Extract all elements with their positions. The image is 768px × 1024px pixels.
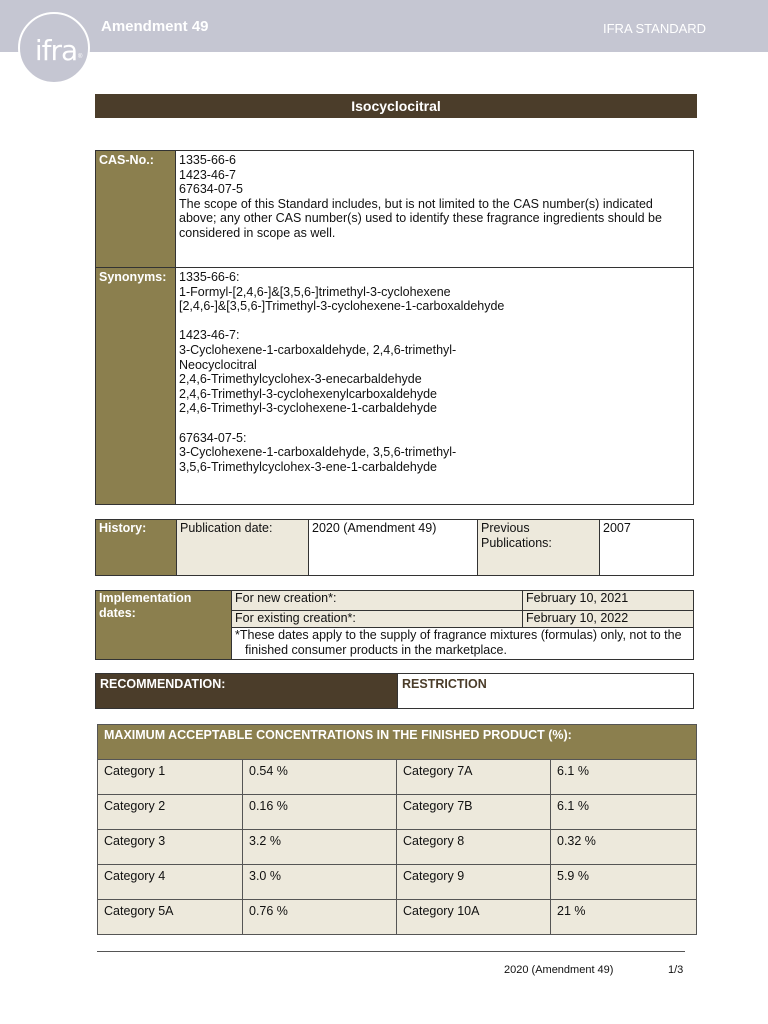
synonym-name: 2,4,6-Trimethylcyclohex-3-enecarbaldehyde <box>179 372 422 387</box>
table-row <box>98 760 697 795</box>
cas-number: 1423-46-7 <box>179 167 236 182</box>
category-cell: Category 9 <box>397 865 551 900</box>
new-creation-date: February 10, 2021 <box>523 591 694 611</box>
table-row <box>98 900 697 935</box>
footer-divider <box>97 951 685 952</box>
cas-number: 1335-66-6 <box>179 153 236 167</box>
cas-synonyms-table <box>95 150 694 505</box>
recommendation-value: RESTRICTION <box>398 674 694 709</box>
page-title: Isocyclocitral <box>95 94 697 118</box>
concentrations-title: MAXIMUM ACCEPTABLE CONCENTRATIONS IN THE FINISHED PRODUCT (%): <box>98 725 697 760</box>
concentrations-table <box>97 724 697 935</box>
existing-creation-date: February 10, 2022 <box>523 611 694 628</box>
synonyms-value <box>176 268 694 505</box>
synonym-cas: 1423-46-7: <box>179 328 240 343</box>
concentration-cell: 6.1 % <box>551 795 697 830</box>
concentration-cell: 0.76 % <box>243 900 397 935</box>
synonym-name: 3-Cyclohexene-1-carboxaldehyde, 3,5,6-trimethyl- <box>179 445 457 460</box>
synonym-cas: 67634-07-5: <box>179 430 247 445</box>
page-number: 1/3 <box>668 964 684 976</box>
history-label: History: <box>96 520 177 576</box>
synonyms-label: Synonyms: <box>96 268 176 505</box>
cas-number: 67634-07-5 <box>179 182 243 197</box>
header-amendment: Amendment 49 <box>101 18 209 35</box>
concentration-cell: 0.54 % <box>243 760 397 795</box>
recommendation-table <box>95 673 694 709</box>
concentration-cell: 3.0 % <box>243 865 397 900</box>
ifra-logo <box>18 12 90 84</box>
category-cell: Category 5A <box>98 900 243 935</box>
category-cell: Category 1 <box>98 760 243 795</box>
concentration-cell: 21 % <box>551 900 697 935</box>
new-creation-label: For new creation*: <box>232 591 523 611</box>
category-cell: Category 3 <box>98 830 243 865</box>
previous-publications-value: 2007 <box>600 520 694 576</box>
concentration-cell: 3.2 % <box>243 830 397 865</box>
synonym-name: 3,5,6-Trimethylcyclohex-3-ene-1-carbaldehyde <box>179 459 437 474</box>
implementation-note <box>232 628 694 660</box>
concentration-cell: 6.1 % <box>551 760 697 795</box>
category-cell: Category 10A <box>397 900 551 935</box>
category-cell: Category 4 <box>98 865 243 900</box>
recommendation-label: RECOMMENDATION: <box>96 674 398 709</box>
table-row <box>98 830 697 865</box>
concentration-cell: 0.32 % <box>551 830 697 865</box>
category-cell: Category 2 <box>98 795 243 830</box>
synonym-cas: 1335-66-6: <box>179 270 240 284</box>
table-row <box>98 795 697 830</box>
existing-creation-label: For existing creation*: <box>232 611 523 628</box>
category-cell: Category 7B <box>397 795 551 830</box>
concentration-cell: 0.16 % <box>243 795 397 830</box>
logo-trademark: ® <box>78 54 83 60</box>
implementation-label: Implementation dates: <box>96 591 232 660</box>
table-row <box>98 865 697 900</box>
category-cell: Category 8 <box>397 830 551 865</box>
concentration-cell: 5.9 % <box>551 865 697 900</box>
history-table <box>95 519 694 576</box>
previous-publications-label: Previous Publications: <box>478 520 600 576</box>
synonym-name: 1-Formyl-[2,4,6-]&[3,5,6-]trimethyl-3-cyclohexene <box>179 284 451 299</box>
cas-label: CAS-No.: <box>96 151 176 268</box>
implementation-table <box>95 590 694 660</box>
synonym-name: 3-Cyclohexene-1-carboxaldehyde, 2,4,6-trimethyl- <box>179 342 457 357</box>
synonym-name: 2,4,6-Trimethyl-3-cyclohexenylcarboxaldehyde <box>179 386 437 401</box>
footer-amendment: 2020 (Amendment 49) <box>504 964 614 976</box>
publication-date-value: 2020 (Amendment 49) <box>309 520 478 576</box>
category-cell: Category 7A <box>397 760 551 795</box>
synonym-name: Neocyclocitral <box>179 357 257 372</box>
implementation-note-text: *These dates apply to the supply of fragrance mixtures (formulas) only, not to the finished consumer products in the marketplace. <box>235 628 682 657</box>
logo-text: ifra <box>34 34 78 67</box>
synonym-name: 2,4,6-Trimethyl-3-cyclohexene-1-carbaldehyde <box>179 401 437 416</box>
publication-date-label: Publication date: <box>177 520 309 576</box>
synonym-name: [2,4,6-]&[3,5,6-]Trimethyl-3-cyclohexene-1-carboxaldehyde <box>179 299 505 314</box>
cas-scope-note: The scope of this Standard includes, but is not limited to the CAS number(s) indicated above; any other CAS number(s) used to identify these fragrance ingredients should be considered in scope as well. <box>179 196 662 240</box>
cas-value <box>176 151 694 268</box>
header-standard: IFRA STANDARD <box>603 21 707 36</box>
